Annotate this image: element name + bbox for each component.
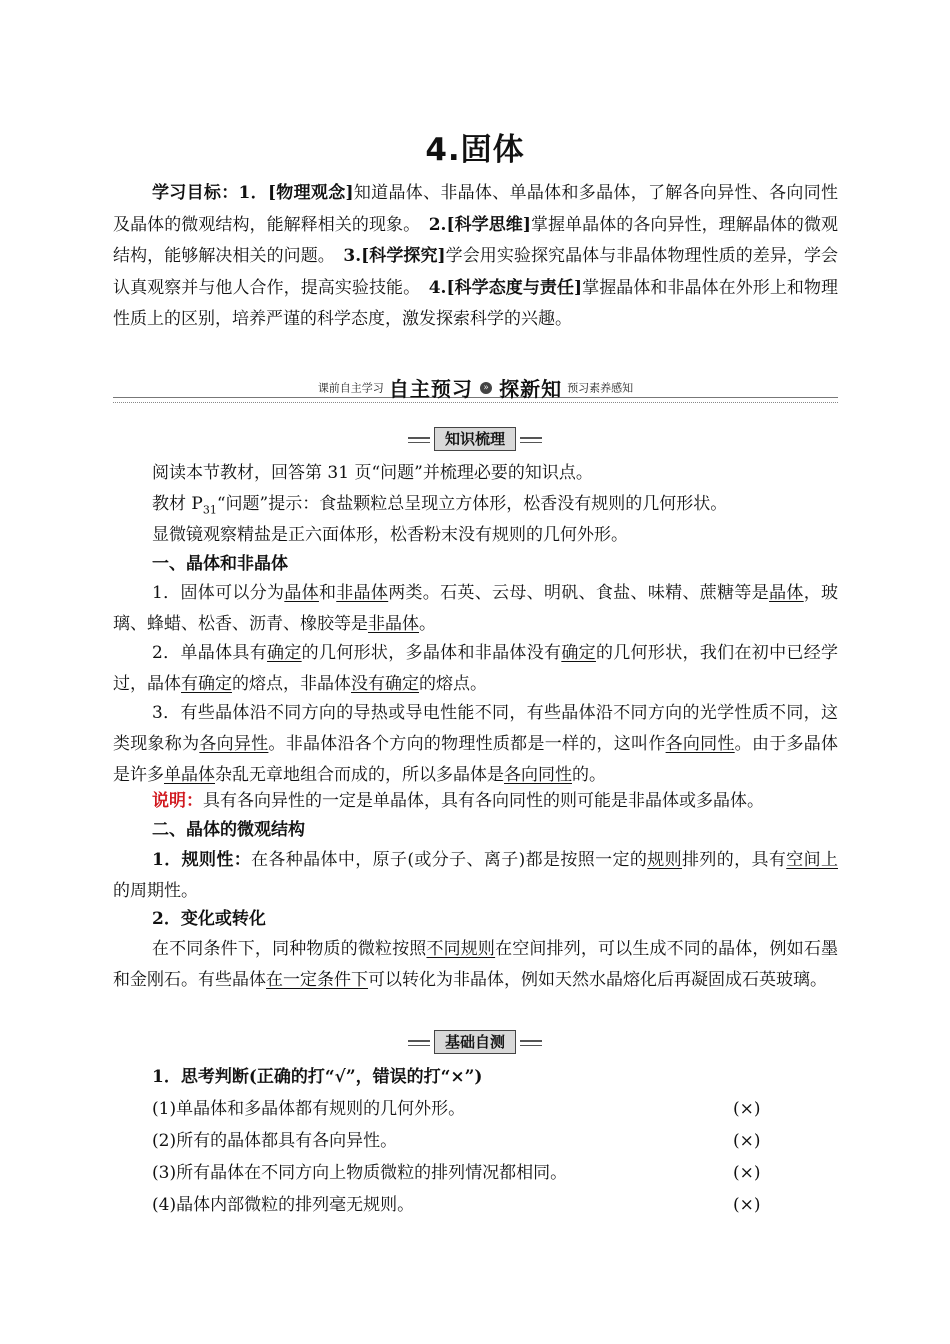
sec1-i3u2: 各向同性	[665, 734, 735, 754]
goal-2-number: 2.	[428, 214, 447, 235]
goal-3-number: 3.	[343, 246, 362, 266]
sec1-i3u3: 单晶体	[164, 765, 215, 785]
sec1-item-3	[113, 698, 838, 791]
goal-3-tag: [科学探究]	[361, 246, 446, 266]
sec1-i3u4: 各向同性	[504, 765, 572, 785]
sec1-i1c: 两类。石英、云母、明矾、食盐、味精、蔗糖等是	[388, 583, 770, 603]
goal-2-text: 掌握单晶体的各向异性，理解晶体的微观结构，能够解决相关的问题。	[113, 214, 839, 266]
sec1-i1d: ，玻璃、蜂蜡、松香、沥青、橡胶等是	[113, 583, 838, 634]
sec1-i3e: 的。	[572, 765, 606, 785]
banner-left-text: 课前自主学习	[317, 381, 384, 395]
banner-dotted-rule	[113, 402, 838, 403]
goal-4-text: 掌握晶体和非晶体在外形上和物理性质上的区别，培养严谨的科学态度，激发探索科学的兴趣。	[113, 277, 839, 329]
sec1-i1a: 1．固体可以分为	[152, 583, 285, 603]
intro-line-2a: 教材 P	[152, 494, 203, 514]
intro-line-3: 显微镜观察精盐是正六面体形，松香粉末没有规则的几何外形。	[152, 525, 628, 545]
tag-knowledge-label: 知识梳理	[434, 427, 516, 451]
sec2-p1c: 可以转化为非晶体，例如天然水晶熔化后再凝固成石英玻璃。	[368, 970, 827, 990]
learning-goals	[113, 178, 838, 336]
goals-label: 学习目标：	[152, 183, 239, 203]
sec2-i1d: 的周期性。	[113, 881, 198, 901]
note-text: 具有各向异性的一定是单晶体，具有各向同性的则可能是非晶体或多晶体。	[203, 791, 764, 811]
tag-self-test	[0, 1030, 950, 1054]
sec2-p1a: 在不同条件下，同种物质的微粒按照	[152, 939, 427, 959]
sec1-i1u3: 晶体	[769, 583, 804, 603]
sec1-i2b: 的几何形状，多晶体和非晶体没有	[301, 643, 562, 663]
sec1-item-1	[113, 578, 838, 640]
sec1-i3d: 杂乱无章地组合而成的，所以多晶体是	[215, 765, 504, 785]
sec1-i2u3: 有确定	[181, 674, 232, 694]
sec1-i2e: 的熔点。	[419, 674, 487, 694]
test-item-3-mark: (×)	[733, 1163, 761, 1183]
note-label: 说明：	[152, 791, 203, 811]
goal-1-text: 知道晶体、非晶体、单晶体和多晶体，了解各向异性、各向同性及晶体的微观结构，能解释相关的现象。	[113, 183, 839, 235]
sec2-i1b: 在各种晶体中，原子(或分子、离子)都是按照一定的	[251, 850, 648, 870]
goal-2-tag: [科学思维]	[446, 214, 531, 235]
sec2-p1b: 在空间排列，可以生成不同的晶体，例如石墨和金刚石。有些晶体	[113, 939, 839, 990]
section-banner	[113, 373, 838, 407]
sec1-i3c: 。由于多晶体是许多	[113, 734, 839, 785]
sec1-i1e: 。	[419, 614, 436, 634]
intro-line-2-subscript: 31	[202, 503, 217, 517]
sec1-i1b: 和	[318, 583, 337, 603]
sec1-i2u1: 确定	[267, 643, 302, 663]
tag-self-test-label: 基础自测	[434, 1030, 516, 1054]
test-question-1: 1．思考判断(正确的打“√”，错误的打“×”)	[152, 1067, 483, 1087]
intro-line-2b: “问题”提示：食盐颗粒总呈现立方体形，松香没有规则的几何形状。	[216, 494, 728, 514]
sec2-i1c: 排列的，具有	[682, 850, 787, 870]
test-item-1-mark: (×)	[733, 1099, 761, 1119]
test-item-1-text: (1)单晶体和多晶体都有规则的几何外形。	[152, 1099, 466, 1119]
goal-4-tag: [科学态度与责任]	[446, 277, 583, 298]
sec2-p1u1: 不同规则	[426, 939, 496, 959]
intro-line-1: 阅读本节教材，回答第 31 页“问题”并梳理必要的知识点。	[152, 463, 593, 483]
sec1-i1u1: 晶体	[284, 583, 319, 603]
test-item-4-mark: (×)	[733, 1195, 761, 1215]
sec1-i2a: 2．单晶体具有	[152, 643, 268, 663]
banner-right-text: 预习素养感知	[567, 381, 634, 395]
sec2-i1u2: 空间上	[786, 850, 838, 870]
sec1-i2d: 的熔点，非晶体	[232, 674, 351, 694]
sec1-i2u4: 没有确定	[351, 674, 419, 694]
goal-1-number: 1．	[238, 183, 268, 203]
sec1-i1u4: 非晶体	[368, 614, 419, 634]
double-arrow-icon: »	[480, 382, 492, 394]
page-title: 4.固体	[425, 132, 525, 168]
section-1-heading: 一、晶体和非晶体	[152, 554, 288, 574]
goal-3-text: 学会用实验探究晶体与非晶体物理性质的差异，学会认真观察并与他人合作，提高实验技能。	[113, 246, 839, 298]
section-2-heading: 二、晶体的微观结构	[152, 820, 305, 840]
sec1-i3a: 3．有些晶体沿不同方向的导热或导电性能不同，有些晶体沿不同方向的光学性质不同，这类现象称为	[113, 703, 838, 754]
goal-1-tag: [物理观念]	[267, 183, 354, 203]
sec1-i3u1: 各向异性	[199, 734, 269, 754]
sec1-i2c: 的几何形状，我们在初中已经学过，晶体	[113, 643, 839, 694]
sec2-item-2: 2．变化或转化	[152, 909, 266, 929]
sec1-item-2	[113, 638, 838, 700]
sec1-i2u2: 确定	[561, 643, 596, 663]
sec2-item-1	[113, 845, 838, 907]
test-item-2-text: (2)所有的晶体都具有各向异性。	[152, 1131, 398, 1151]
sec2-i1a: 1．规则性：	[152, 850, 252, 870]
sec1-i3b: 。非晶体沿各个方向的物理性质都是一样的，这叫作	[268, 734, 666, 754]
test-item-3-text: (3)所有晶体在不同方向上物质微粒的排列情况都相同。	[152, 1163, 568, 1183]
sec2-p1u2: 在一定条件下	[266, 970, 368, 990]
test-item-4-text: (4)晶体内部微粒的排列毫无规则。	[152, 1195, 415, 1215]
sec1-i1u2: 非晶体	[336, 583, 389, 603]
sec1-note	[152, 786, 764, 816]
sec2-paragraph	[113, 934, 838, 996]
goal-4-number: 4.	[428, 277, 447, 298]
banner-main-1: 自主预习	[388, 377, 473, 401]
sec2-i1u1: 规则	[647, 850, 683, 870]
test-item-2-mark: (×)	[733, 1131, 761, 1151]
banner-main-2: 探新知	[499, 377, 563, 401]
tag-knowledge	[0, 427, 950, 451]
